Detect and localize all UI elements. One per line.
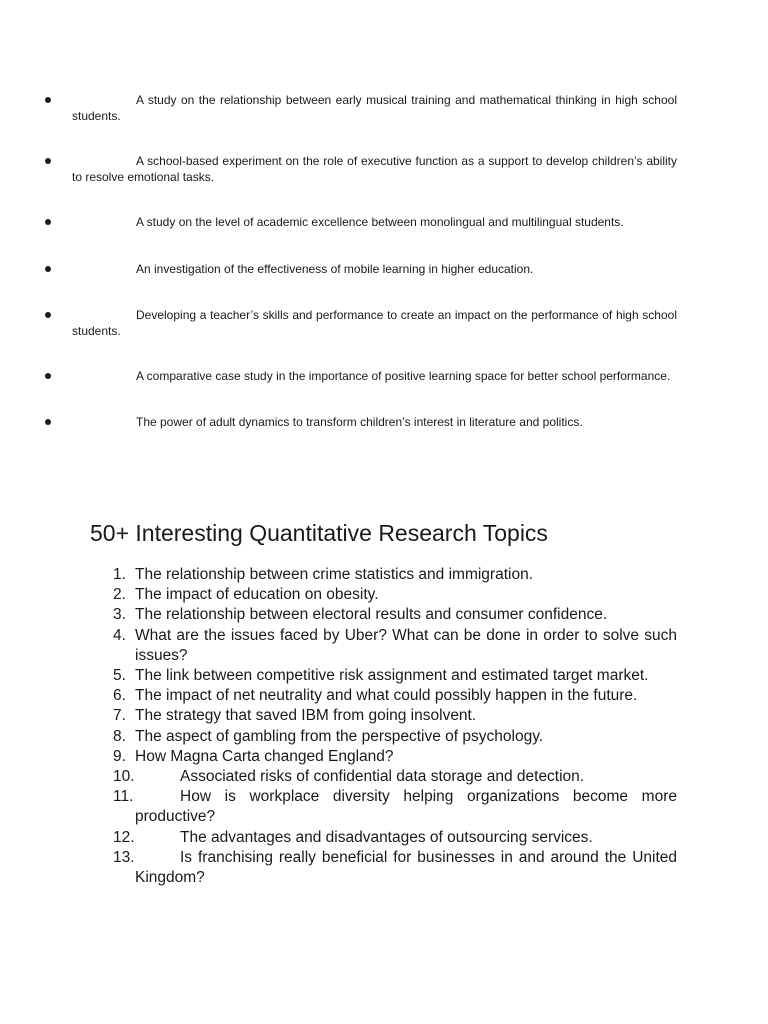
bullet-text: A study on the relationship between early musical training and mathematical thinking in high school students.: [72, 93, 677, 123]
list-number: 10.: [113, 768, 135, 786]
bullet-item: [0, 415, 677, 431]
list-item-text: The aspect of gambling from the perspective of psychology.: [135, 727, 544, 745]
list-item-text: The link between competitive risk assignment and estimated target market.: [135, 667, 649, 685]
list-item-text: What are the issues faced by Uber? What can be done in order to solve such issues?: [135, 626, 677, 664]
list-item: [0, 848, 677, 888]
list-number: 7.: [113, 707, 126, 725]
bullet-text: An investigation of the effectiveness of mobile learning in higher education.: [136, 261, 534, 276]
list-number: 2.: [113, 586, 126, 604]
bullet-item: [0, 262, 677, 278]
list-item: [0, 585, 677, 605]
bullet-text: A comparative case study in the importance of positive learning space for better school performance.: [136, 369, 671, 383]
list-number: 9.: [113, 747, 126, 765]
research-topic-bullet-list: [0, 93, 768, 461]
list-item: [0, 747, 677, 767]
bullet-item: [0, 93, 677, 124]
list-item: [0, 626, 677, 666]
list-item: [0, 787, 677, 827]
bullet-dot-icon: [45, 266, 51, 272]
bullet-item: [0, 369, 677, 385]
list-number: 12.: [113, 828, 135, 846]
list-number: 11.: [113, 788, 134, 806]
quantitative-topics-list: [0, 565, 768, 888]
list-item: [0, 565, 677, 585]
bullet-item: [0, 308, 677, 339]
list-number: 6.: [113, 687, 126, 705]
list-item: [0, 767, 677, 787]
list-number: 4.: [113, 626, 126, 644]
list-item: [0, 706, 677, 726]
list-item: [0, 605, 677, 625]
list-number: 5.: [113, 667, 126, 685]
bullet-dot-icon: [45, 158, 51, 164]
bullet-dot-icon: [45, 373, 51, 379]
list-item-text: The impact of net neutrality and what could possibly happen in the future.: [135, 687, 638, 705]
list-item-text: Associated risks of confidential data storage and detection.: [180, 768, 585, 786]
list-item-text: How Magna Carta changed England?: [135, 747, 394, 765]
bullet-text: Developing a teacher’s skills and performance to create an impact on the performance of high school students.: [72, 308, 677, 338]
list-item-text: The advantages and disadvantages of outsourcing services.: [180, 828, 593, 846]
bullet-dot-icon: [45, 97, 51, 103]
bullet-text: The power of adult dynamics to transform children’s interest in literature and politics.: [136, 414, 583, 429]
section-heading: 50+ Interesting Quantitative Research Topics: [90, 520, 548, 546]
bullet-item: [0, 154, 677, 185]
list-item-text: The relationship between electoral results and consumer confidence.: [135, 606, 608, 624]
bullet-text: A school-based experiment on the role of executive function as a support to develop children’s ability to resolve emotional tasks.: [72, 154, 677, 184]
list-item-text: How is workplace diversity helping organizations become more productive?: [135, 788, 677, 826]
list-number: 1.: [113, 566, 126, 583]
bullet-dot-icon: [45, 312, 51, 318]
list-item: [0, 666, 677, 686]
bullet-item: [0, 215, 677, 231]
list-item-text: Is franchising really beneficial for businesses in and around the United Kingdom?: [135, 848, 677, 887]
list-item: [0, 828, 677, 848]
list-item-text: The strategy that saved IBM from going insolvent.: [135, 707, 477, 725]
list-item-text: The impact of education on obesity.: [135, 586, 379, 604]
bullet-dot-icon: [45, 419, 51, 425]
bullet-dot-icon: [45, 219, 51, 225]
list-item: [0, 727, 677, 747]
bullet-text: A study on the level of academic excellence between monolingual and multilingual students.: [136, 215, 624, 229]
list-item-text: The relationship between crime statistics and immigration.: [135, 566, 534, 583]
list-number: 3.: [113, 606, 126, 624]
list-number: 8.: [113, 727, 126, 745]
list-item: [0, 686, 677, 706]
list-number: 13.: [113, 848, 135, 866]
